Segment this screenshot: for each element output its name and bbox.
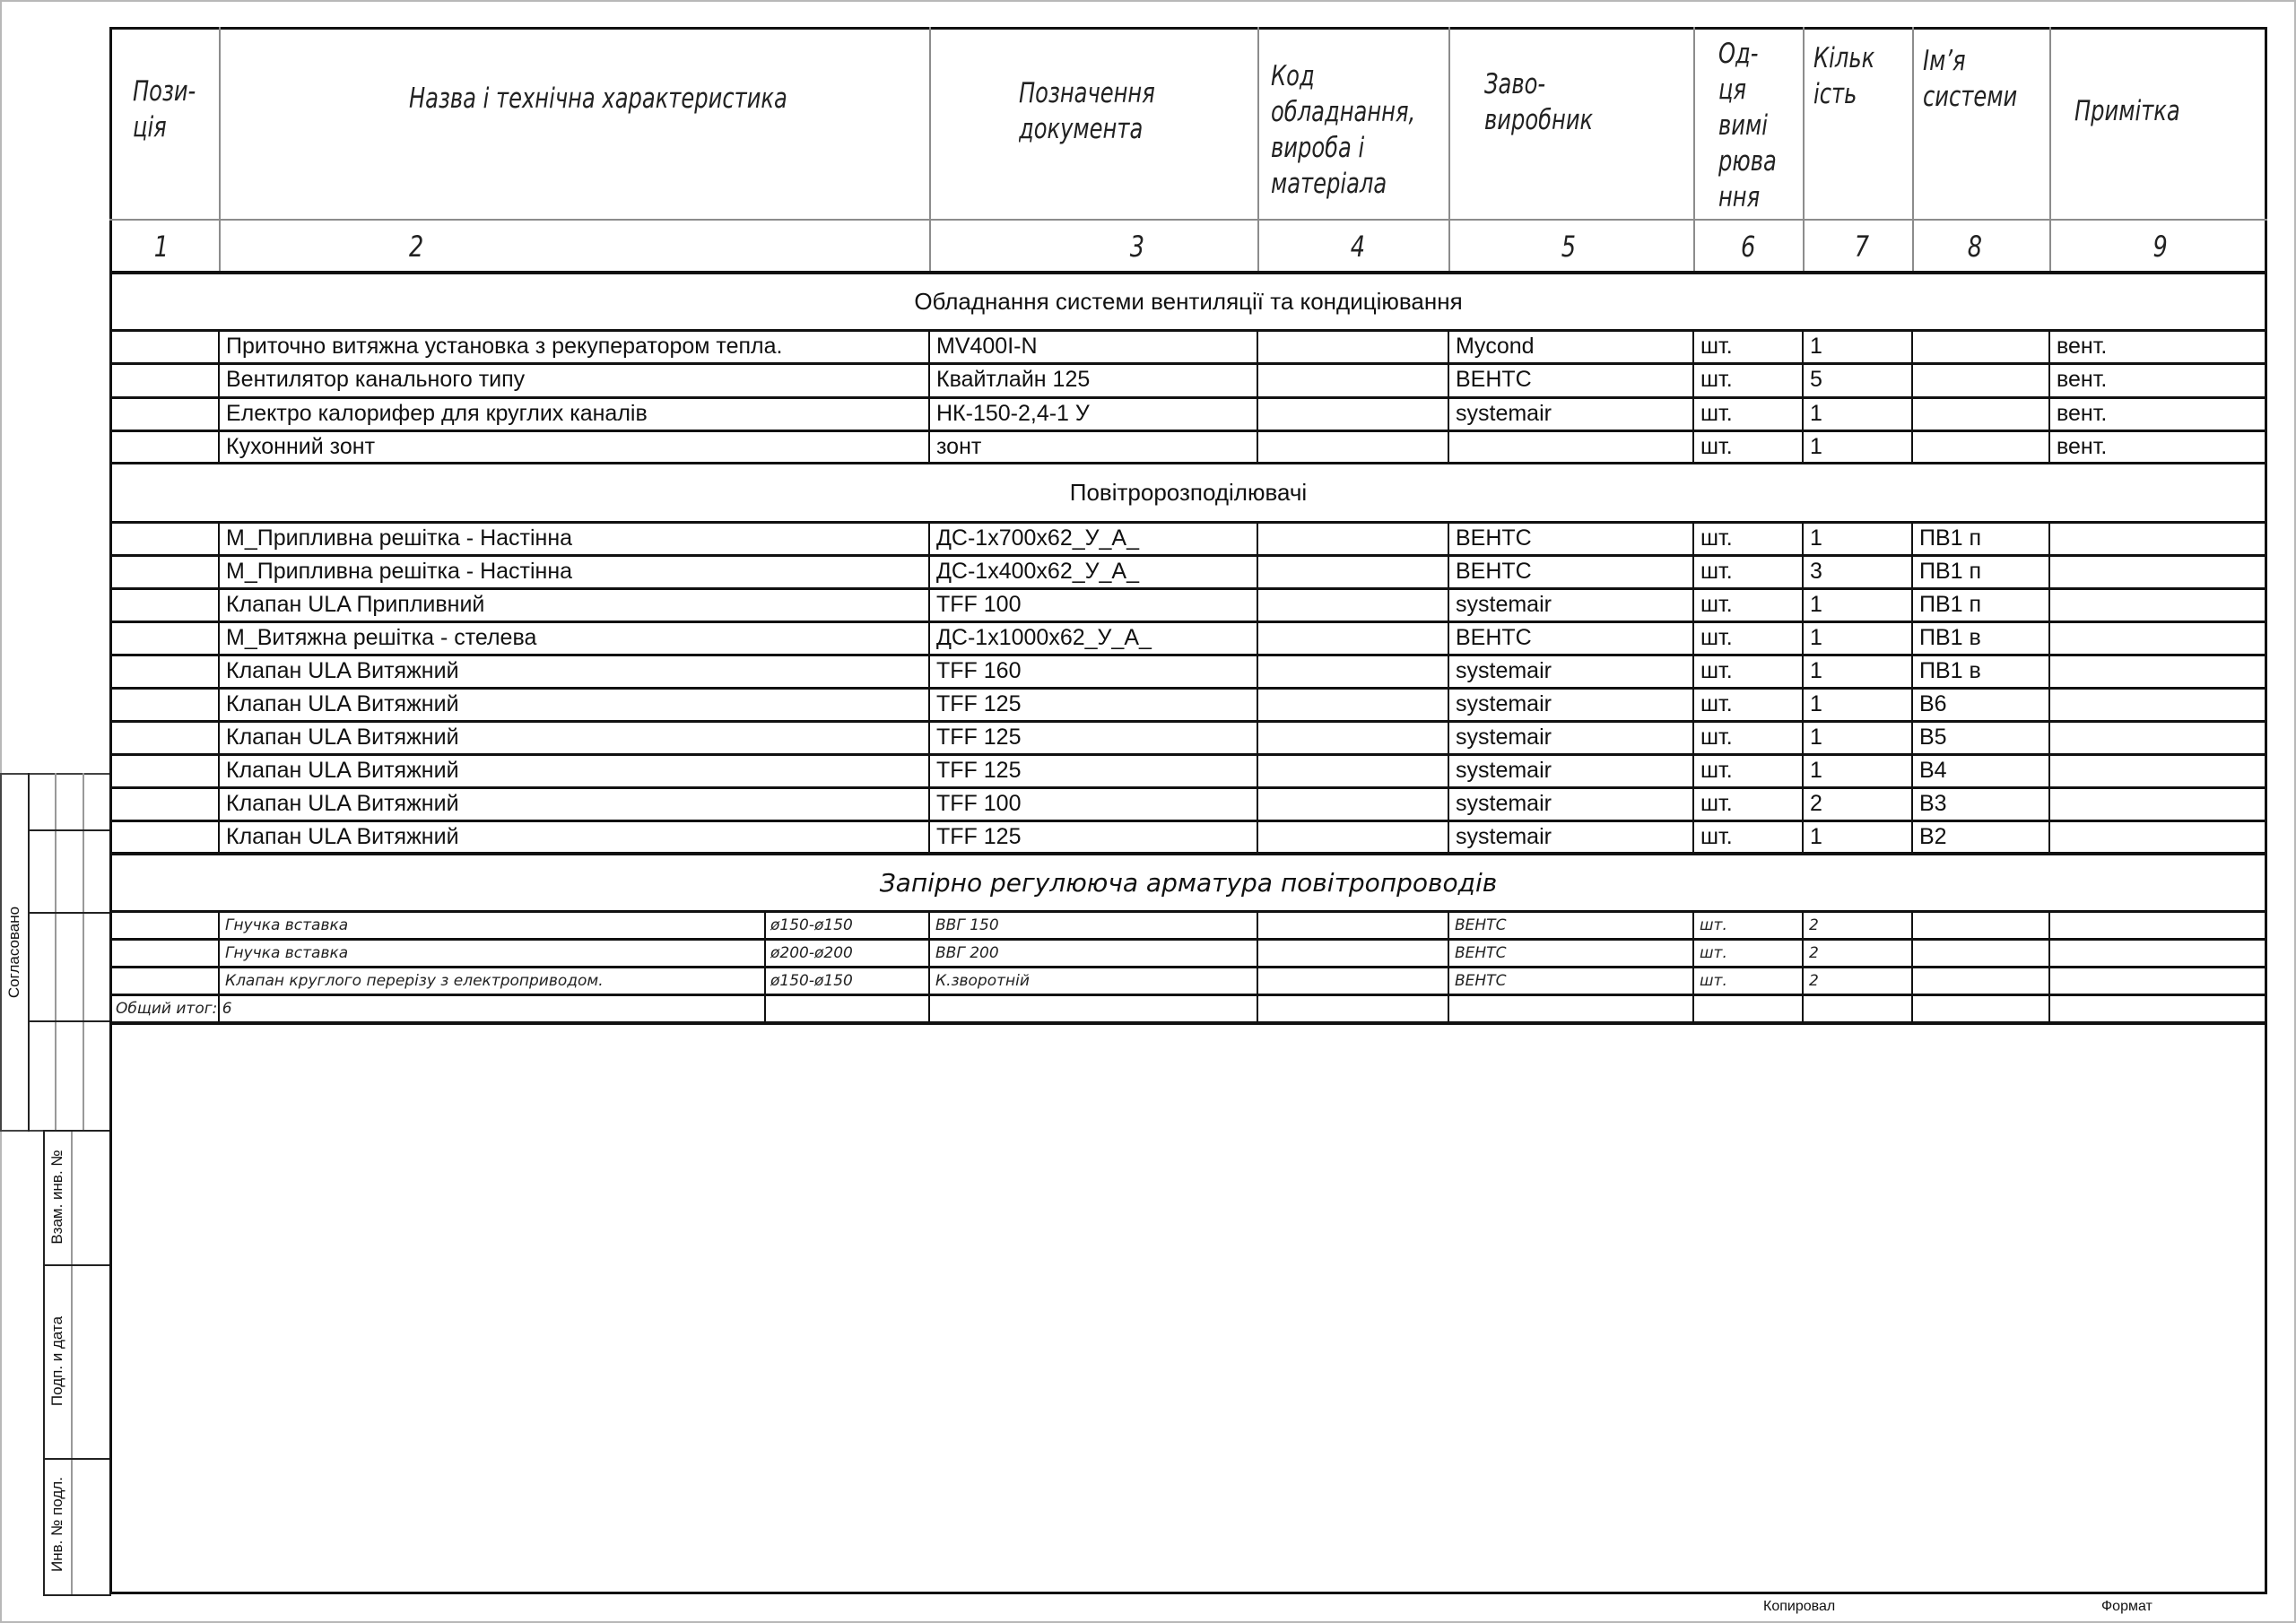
cell-code (1259, 589, 1452, 621)
column-header: Кільк ість (1813, 42, 1875, 110)
cell-name: Клапан ULA Витяжний (226, 824, 459, 849)
cell-code (1259, 655, 1452, 687)
cell-system: ПВ1 п (1919, 525, 1982, 551)
cell-code (1259, 331, 1452, 362)
cell-system: В2 (1919, 824, 1947, 849)
cell-doc: MV400I-N (936, 334, 1038, 359)
cell-qty: 1 (1810, 625, 1822, 650)
cell-name: Клапан ULA Витяжний (226, 658, 459, 683)
cell-pos (111, 589, 222, 621)
cell-size: ø150-ø150 (770, 916, 853, 934)
cell-note: вент. (2057, 367, 2108, 392)
cell-name: Клапан круглого перерізу з електроприводом. (225, 971, 604, 990)
cell-system (1914, 940, 2052, 966)
column-header: Код обладнання, вироба і матеріала (1271, 60, 1416, 200)
column-divider (929, 27, 931, 273)
column-number: 8 (1967, 230, 1982, 264)
cell-name: Клапан ULA Витяжний (226, 691, 459, 716)
cell-qty: 1 (1810, 758, 1822, 783)
cell-qty: 2 (1810, 791, 1822, 816)
column-divider (1803, 27, 1805, 273)
cell-note (2051, 722, 2271, 753)
column-header: Пози- ція (133, 75, 196, 143)
cell-system (1914, 912, 2052, 938)
cell-maker: systemair (1456, 401, 1552, 426)
column-number: 9 (2152, 230, 2168, 264)
cell-unit: шт. (1700, 525, 1733, 551)
cell-qty: 1 (1810, 658, 1822, 683)
cell-size: ø200-ø200 (770, 943, 853, 962)
cell-pos (111, 788, 222, 820)
row-divider (109, 1021, 2267, 1025)
cell-pos (111, 940, 222, 966)
cell-name: Кухонний зонт (226, 434, 376, 459)
cell-pos (111, 398, 222, 430)
cell-maker: systemair (1456, 725, 1552, 750)
column-number: 2 (409, 230, 424, 264)
cell-pos (111, 364, 222, 395)
cell-system (1914, 431, 2053, 463)
cell-size: ø150-ø150 (770, 971, 853, 990)
cell-maker: ВЕНТС (1456, 367, 1532, 392)
cell-note (2051, 788, 2271, 820)
cell-name: Гнучка вставка (225, 943, 349, 962)
cell-unit: шт. (1700, 916, 1727, 934)
column-number: 5 (1561, 230, 1576, 264)
stamp-divider (55, 773, 57, 1132)
cell-pos (111, 821, 222, 853)
cell-pos (111, 622, 222, 654)
cell-unit: шт. (1700, 824, 1733, 849)
column-divider (1912, 27, 1914, 273)
stamp-inv-orig-label: Инв. № подл. (48, 1477, 65, 1572)
cell-name: Клапан ULA Витяжний (226, 758, 459, 783)
stamp-divider (83, 773, 84, 1132)
cell-maker: ВЕНТС (1456, 625, 1532, 650)
cell-system: ПВ1 в (1919, 625, 1981, 650)
cell-note: вент. (2057, 334, 2108, 359)
cell-qty: 1 (1810, 401, 1822, 426)
cell-note (2051, 755, 2271, 786)
cell-doc: TFF 125 (936, 725, 1022, 750)
stamp-divider (28, 829, 109, 831)
column-header: Ім’я системи (1923, 45, 2018, 113)
cell-doc: TFF 100 (936, 791, 1022, 816)
column-header: Примітка (2074, 95, 2180, 127)
cell-system: В6 (1919, 691, 1947, 716)
cell-unit: шт. (1700, 401, 1733, 426)
cell-maker: Mycond (1456, 334, 1535, 359)
cell-doc: ДС-1х400х62_У_А_ (936, 559, 1140, 584)
cell-name: М_Витяжна решітка - стелева (226, 625, 537, 650)
stamp-divider (28, 1020, 109, 1022)
cell-system: ПВ1 п (1919, 559, 1982, 584)
cell-pos (111, 722, 222, 753)
cell-note (2051, 556, 2271, 587)
section-title: Запірно регулююча арматура повітропроводів (879, 867, 1498, 898)
cell-unit: шт. (1700, 559, 1733, 584)
cell-code (1259, 912, 1451, 938)
cell-unit: шт. (1700, 791, 1733, 816)
cell-note: вент. (2057, 434, 2108, 459)
stamp-sign-date-label: Подп. и дата (48, 1315, 65, 1407)
cell-code (1259, 722, 1452, 753)
column-divider (2049, 27, 2051, 273)
cell-unit: шт. (1700, 592, 1733, 617)
cell-unit: шт. (1700, 725, 1733, 750)
cell-qty: 2 (1809, 971, 1819, 990)
cell-doc: ВВГ 150 (935, 916, 999, 934)
cell-maker: systemair (1456, 658, 1552, 683)
cell-qty: 5 (1810, 367, 1822, 392)
cell-maker (1450, 431, 1697, 463)
column-divider (1448, 27, 1450, 273)
cell-maker: systemair (1456, 758, 1552, 783)
stamp-divider (28, 773, 30, 1132)
cell-maker: systemair (1456, 691, 1552, 716)
cell-doc: К.зворотній (935, 971, 1030, 990)
cell-qty: 1 (1810, 592, 1822, 617)
cell-name: Приточно витяжна установка з рекуператором тепла. (226, 334, 783, 359)
cell-qty: 1 (1810, 525, 1822, 551)
cell-doc: TFF 160 (936, 658, 1022, 683)
cell-code (1259, 398, 1452, 430)
stamp-divider (28, 912, 109, 914)
cell-system: В5 (1919, 725, 1947, 750)
cell-note (2051, 821, 2271, 853)
cell-unit: шт. (1700, 367, 1733, 392)
cell-doc: TFF 100 (936, 592, 1022, 617)
cell-code (1259, 968, 1451, 994)
cell-code (1259, 556, 1452, 587)
cell-maker: ВЕНТС (1455, 971, 1507, 990)
cell-qty: 1 (1810, 434, 1822, 459)
cell-name: Електро калорифер для круглих каналів (226, 401, 648, 426)
column-header: Од- ця вимі рюва ння (1718, 38, 1777, 213)
cell-unit: шт. (1700, 943, 1727, 962)
column-divider (1257, 27, 1259, 273)
cell-qty: 1 (1810, 691, 1822, 716)
cell-note: вент. (2057, 401, 2108, 426)
cell-system: ПВ1 п (1919, 592, 1982, 617)
cell-doc: НК-150-2,4-1 У (936, 401, 1090, 426)
cell-note (2051, 655, 2271, 687)
cell-maker: ВЕНТС (1455, 943, 1507, 962)
cell-qty: 3 (1810, 559, 1822, 584)
cell-code (1259, 788, 1452, 820)
cell-note (2051, 523, 2271, 554)
cell-system: В3 (1919, 791, 1947, 816)
cell-pos (111, 912, 222, 938)
section-title: Обладнання системи вентиляції та кондиціювання (914, 287, 1463, 315)
cell-code (1259, 755, 1452, 786)
column-number: 4 (1350, 230, 1365, 264)
cell-qty: 1 (1810, 725, 1822, 750)
cell-qty: 1 (1810, 334, 1822, 359)
cell-name: М_Припливна решітка - Настінна (226, 559, 573, 584)
cell-pos (111, 755, 222, 786)
cell-pos (111, 556, 222, 587)
cell-code (1259, 821, 1452, 853)
stamp-divider (71, 1132, 73, 1594)
cell-code (1259, 364, 1452, 395)
cell-code (1259, 689, 1452, 720)
cell-pos (111, 655, 222, 687)
section-title: Повітророзподілювачі (1069, 479, 1308, 506)
footer-format-label: Формат (2101, 1599, 2152, 1614)
cell-qty: 2 (1809, 943, 1819, 962)
cell-note (2051, 968, 2270, 994)
cell-name: Вентилятор канального типу (226, 367, 526, 392)
cell-unit: шт. (1700, 658, 1733, 683)
cell-maker: ВЕНТС (1455, 916, 1507, 934)
cell-name: Клапан ULA Припливний (226, 592, 485, 617)
cell-note (2051, 940, 2270, 966)
column-divider (1693, 27, 1695, 273)
cell-note (2051, 912, 2270, 938)
cell-maker: systemair (1456, 592, 1552, 617)
cell-name: М_Припливна решітка - Настінна (226, 525, 573, 551)
cell-maker: systemair (1456, 824, 1552, 849)
cell-qty: 1 (1810, 824, 1822, 849)
cell-code (1259, 622, 1452, 654)
cell-code (1259, 940, 1451, 966)
cell-pos (111, 523, 222, 554)
cell-doc: зонт (936, 434, 982, 459)
column-number: 3 (1129, 230, 1145, 264)
column-header: Заво- виробник (1484, 68, 1594, 136)
cell-maker: systemair (1456, 791, 1552, 816)
cell-doc: ВВГ 200 (935, 943, 999, 962)
stamp-agreed-label: Согласовано (5, 906, 22, 999)
cell-doc: TFF 125 (936, 824, 1022, 849)
cell-pos (111, 431, 222, 463)
cell-code (1259, 431, 1452, 463)
cell-note (2051, 622, 2271, 654)
cell-pos (111, 968, 222, 994)
cell-doc: TFF 125 (936, 691, 1022, 716)
column-number: 7 (1854, 230, 1870, 264)
cell-pos (111, 689, 222, 720)
cell-doc: Квайтлайн 125 (936, 367, 1091, 392)
cell-code (1259, 523, 1452, 554)
cell-name: Гнучка вставка (225, 916, 349, 934)
cell-unit: шт. (1700, 625, 1733, 650)
cell-unit: шт. (1700, 691, 1733, 716)
footer-copied-label: Копировал (1763, 1599, 1836, 1614)
cell-system (1914, 968, 2052, 994)
cell-unit: шт. (1700, 434, 1733, 459)
column-header: Позначення документа (1019, 77, 1155, 145)
cell-maker: ВЕНТС (1456, 525, 1532, 551)
stamp-replace-inv-label: Взам. инв. № (48, 1150, 65, 1245)
cell-qty: 2 (1809, 916, 1819, 934)
column-number: 1 (153, 230, 170, 264)
cell-doc: TFF 125 (936, 758, 1022, 783)
cell-note (2051, 689, 2271, 720)
cell-system (1914, 364, 2053, 395)
cell-maker: ВЕНТС (1456, 559, 1532, 584)
cell-note (2051, 589, 2271, 621)
column-header: Назва і технічна характеристика (409, 82, 787, 115)
cell-unit: шт. (1700, 334, 1733, 359)
cell-system: ПВ1 в (1919, 658, 1981, 683)
cell-doc: ДС-1х1000х62_У_А_ (936, 625, 1152, 650)
cell-system: В4 (1919, 758, 1947, 783)
cell-system (1914, 331, 2053, 362)
cell-name: Клапан ULA Витяжний (226, 791, 459, 816)
cell-unit: шт. (1700, 758, 1733, 783)
cell-unit: шт. (1700, 971, 1727, 990)
cell-pos (111, 331, 222, 362)
cell-system (1914, 398, 2053, 430)
cell-name: Клапан ULA Витяжний (226, 725, 459, 750)
grand-total: Общий итог: 6 (116, 999, 232, 1018)
cell-doc: ДС-1х700х62_У_А_ (936, 525, 1140, 551)
column-number: 6 (1741, 230, 1756, 264)
